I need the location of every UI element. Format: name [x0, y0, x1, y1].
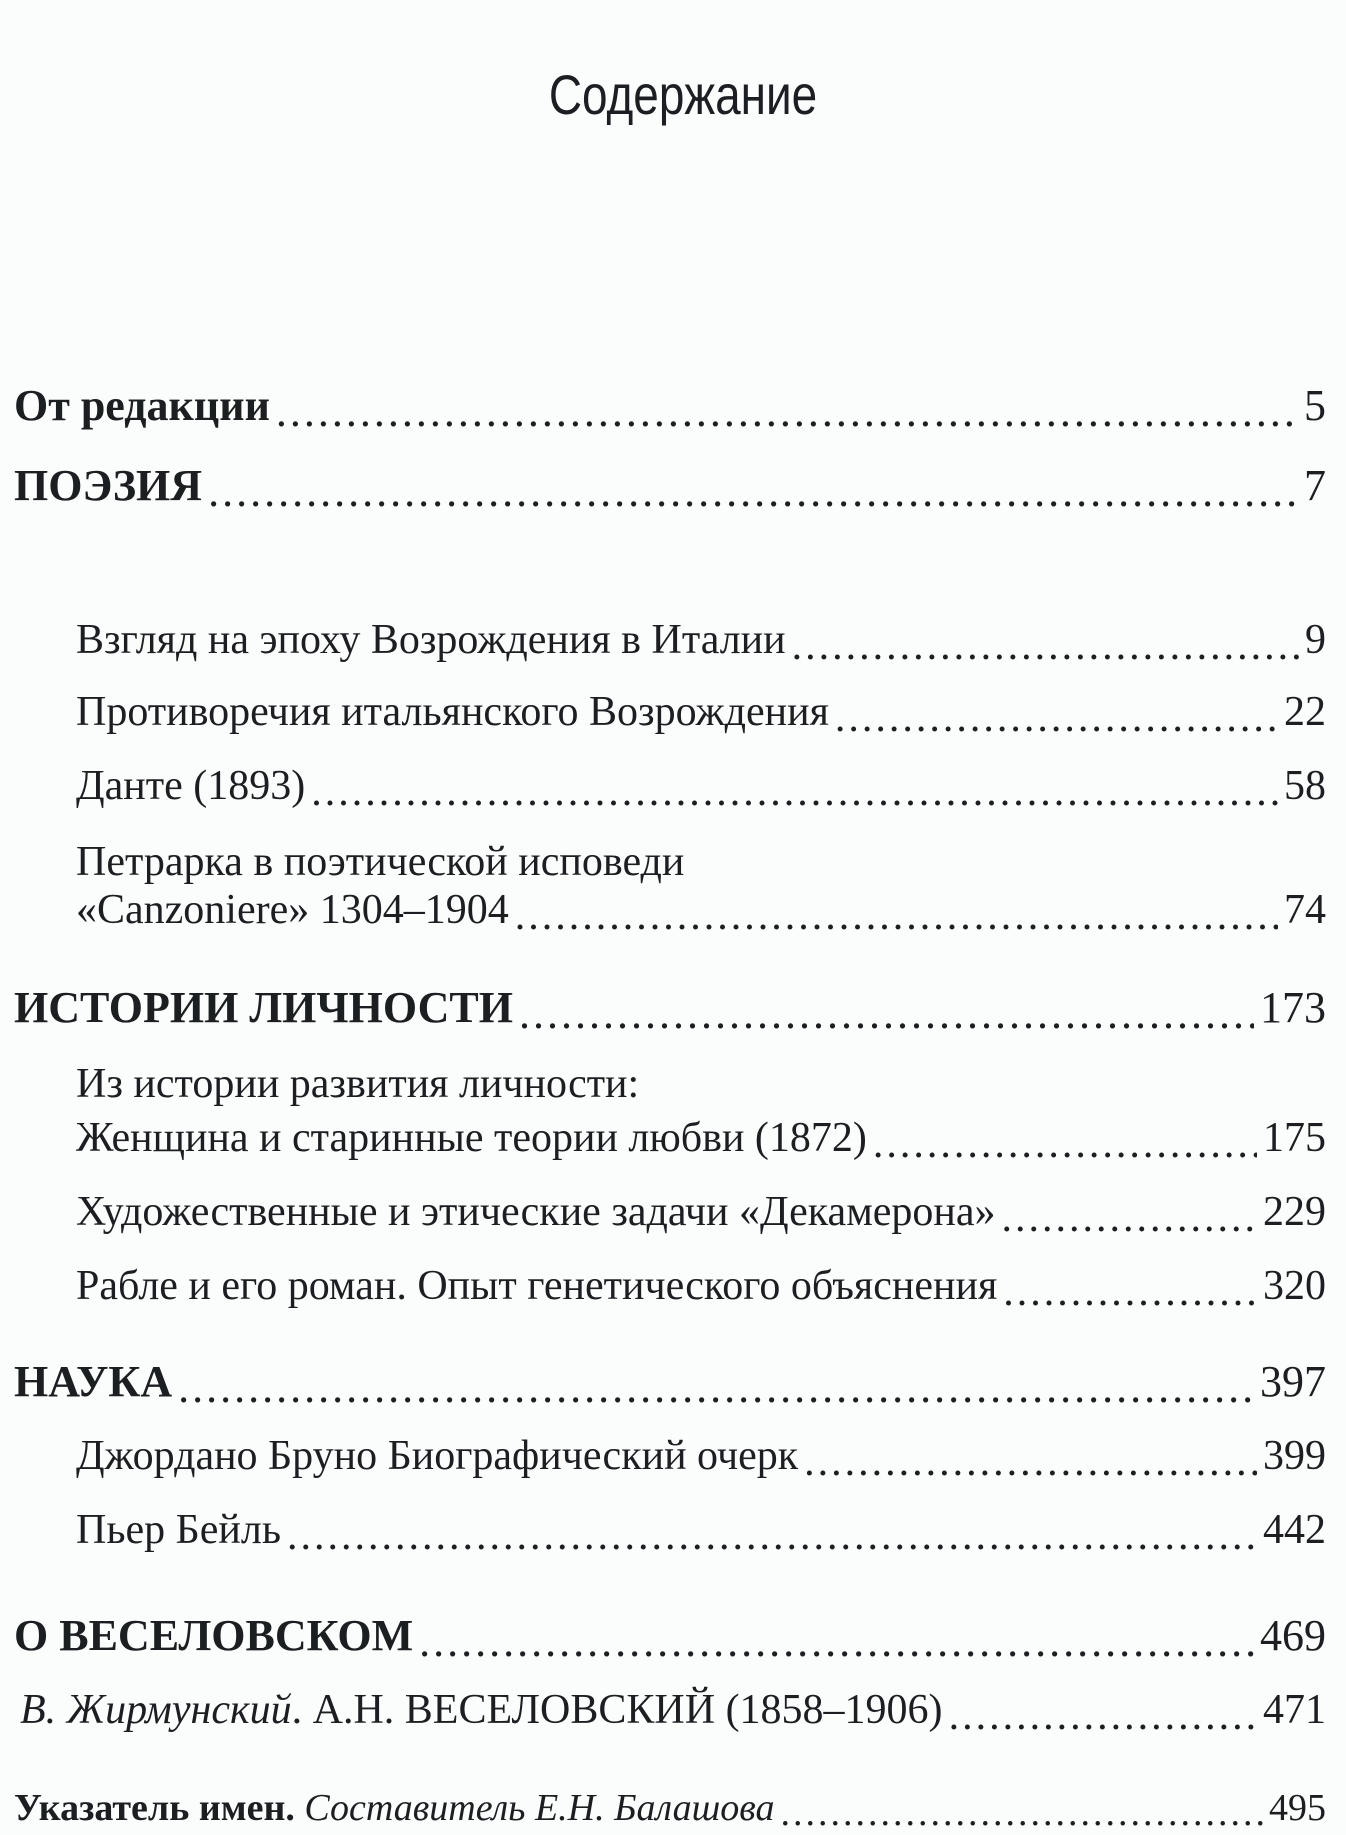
dot-leader	[208, 467, 1298, 511]
toc-page-number: 175	[1263, 1115, 1326, 1161]
toc-page-number: 5	[1304, 381, 1326, 430]
toc-entry[interactable]	[76, 688, 1326, 736]
dot-leader	[835, 694, 1278, 736]
toc-entry[interactable]	[76, 616, 1326, 664]
toc-page-number: 9	[1305, 617, 1326, 663]
toc-compiler: Составитель Е.Н. Балашова	[304, 1787, 775, 1829]
toc-entry-from-editors[interactable]	[14, 380, 1326, 431]
toc-page-number: 229	[1263, 1189, 1326, 1235]
toc-entry[interactable]	[76, 1188, 1326, 1236]
toc-label: НАУКА	[14, 1357, 173, 1406]
toc-label: «Canzoniere» 1304–1904	[76, 887, 509, 933]
toc-entry[interactable]	[76, 886, 1326, 934]
toc-entry-line1: Петрарка в поэтической исповеди	[76, 839, 685, 885]
toc-entry[interactable]	[76, 1432, 1326, 1480]
toc-label: ИСТОРИИ ЛИЧНОСТИ	[14, 983, 513, 1032]
dot-leader	[873, 1120, 1257, 1162]
toc-label: О ВЕСЕЛОВСКОМ	[14, 1611, 414, 1660]
dot-leader	[419, 1617, 1254, 1661]
dot-leader	[311, 768, 1278, 810]
toc-page-number: 495	[1269, 1787, 1326, 1829]
toc-author: В. Жирмунский	[20, 1687, 292, 1733]
toc-page-number: 469	[1260, 1611, 1326, 1660]
toc-page-number: 399	[1263, 1433, 1326, 1479]
toc-label: Взгляд на эпоху Возрождения в Италии	[76, 617, 786, 663]
toc-label: Художественные и этические задачи «Декамерона»	[76, 1189, 996, 1235]
dot-leader	[276, 387, 1298, 431]
toc-label: ПОЭЗИЯ	[14, 461, 203, 510]
page-title: Содержание	[548, 63, 818, 126]
dot-leader	[1002, 1194, 1257, 1236]
toc-entry-index[interactable]	[14, 1786, 1326, 1830]
dot-leader	[178, 1363, 1254, 1407]
toc-entry[interactable]	[76, 762, 1326, 810]
toc-title: . А.Н. ВЕСЕЛОВСКИЙ (1858–1906)	[291, 1687, 943, 1733]
toc-section-personality[interactable]	[14, 982, 1326, 1033]
toc-page-number: 58	[1284, 763, 1326, 809]
dot-leader	[515, 892, 1278, 934]
dot-leader	[519, 989, 1254, 1033]
toc-label: Женщина и старинные теории любви (1872)	[76, 1115, 867, 1161]
dot-leader	[949, 1692, 1257, 1734]
toc-section-poetry[interactable]	[14, 460, 1326, 511]
toc-entry[interactable]	[20, 1686, 1326, 1734]
dot-leader	[792, 622, 1299, 664]
toc-label: Данте (1893)	[76, 763, 306, 809]
toc-page-number: 173	[1260, 983, 1326, 1032]
toc-entry-line1: Из истории развития личности:	[76, 1061, 640, 1107]
dot-leader	[1003, 1268, 1257, 1310]
toc-page-number: 397	[1260, 1357, 1326, 1406]
toc-entry[interactable]	[76, 1114, 1326, 1162]
toc-page-number: 471	[1263, 1687, 1326, 1733]
dot-leader	[804, 1438, 1257, 1480]
toc-page-number: 442	[1263, 1507, 1326, 1553]
dot-leader	[781, 1792, 1264, 1830]
toc-section-science[interactable]	[14, 1356, 1326, 1407]
toc-section-about[interactable]	[14, 1610, 1326, 1661]
toc-index-title: Указатель имен.	[14, 1787, 295, 1829]
toc-page-number: 22	[1284, 689, 1326, 735]
toc-label: Пьер Бейль	[76, 1507, 281, 1553]
dot-leader	[287, 1512, 1257, 1554]
toc-page-number: 74	[1284, 887, 1326, 933]
toc-page-number: 7	[1304, 461, 1326, 510]
toc-label: Джордано Бруно Биографический очерк	[76, 1433, 799, 1479]
toc-label: Противоречия итальянского Возрождения	[76, 689, 829, 735]
toc-label	[14, 1786, 775, 1830]
toc-entry[interactable]	[76, 1506, 1326, 1554]
toc-label: Рабле и его роман. Опыт генетического объяснения	[76, 1263, 998, 1309]
toc-page-number: 320	[1263, 1263, 1326, 1309]
toc-entry[interactable]	[76, 1262, 1326, 1310]
toc-label: От редакции	[14, 381, 270, 430]
toc-label	[20, 1686, 943, 1734]
